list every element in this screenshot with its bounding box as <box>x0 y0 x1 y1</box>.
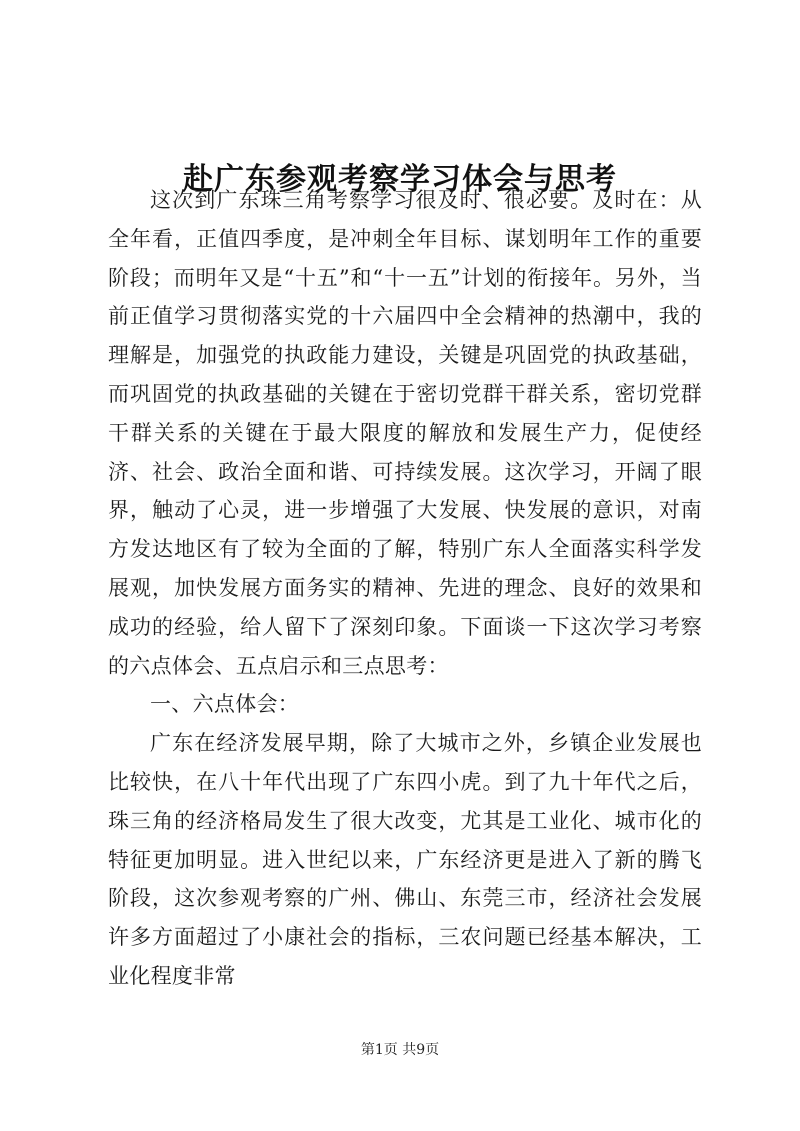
document-body <box>108 181 702 996</box>
page-number-label: 第1页 共9页 <box>360 1042 440 1058</box>
paragraph-intro: 这次到广东珠三角考察学习很及时、很必要。及时在：从全年看，正值四季度，是冲刺全年目标、谋划明年工作的重要阶段；而明年又是“十五”和“十一五”计划的衔接年。另外，当前正值学习贯彻落实党的十六届四中全会精神的热潮中，我的理解是，加强党的执政能力建设，关键是巩固党的执政基础，而巩固党的执政基础的关键在于密切党群干群关系，密切党群干群关系的关键在于最大限度的解放和发展生产力，促使经济、社会、政治全面和谐、可持续发展。这次学习，开阔了眼界，触动了心灵，进一步增强了大发展、快发展的意识，对南方发达地区有了较为全面的了解，特别广东人全面落实科学发展观，加快发展方面务实的精神、先进的理念、良好的效果和成功的经验，给人留下了深刻印象。下面谈一下这次学习考察的六点体会、五点启示和三点思考： <box>108 188 702 678</box>
document-title: 赴广东参观考察学习体会与思考 <box>183 162 617 198</box>
page-footer <box>0 1040 800 1060</box>
paragraph-guangdong-development: 广东在经济发展早期，除了大城市之外，乡镇企业发展也比较快，在八十年代出现了广东四小虎。到了九十年代之后，珠三角的经济格局发生了很大改变，尤其是工业化、城市化的特征更加明显。进入世纪以来，广东经济更是进入了新的腾飞阶段，这次参观考察的广州、佛山、东莞三市，经济社会发展许多方面超过了小康社会的指标，三农问题已经基本解决，工业化程度非常 <box>108 731 702 988</box>
paragraph-section-heading: 一、六点体会： <box>150 692 300 717</box>
